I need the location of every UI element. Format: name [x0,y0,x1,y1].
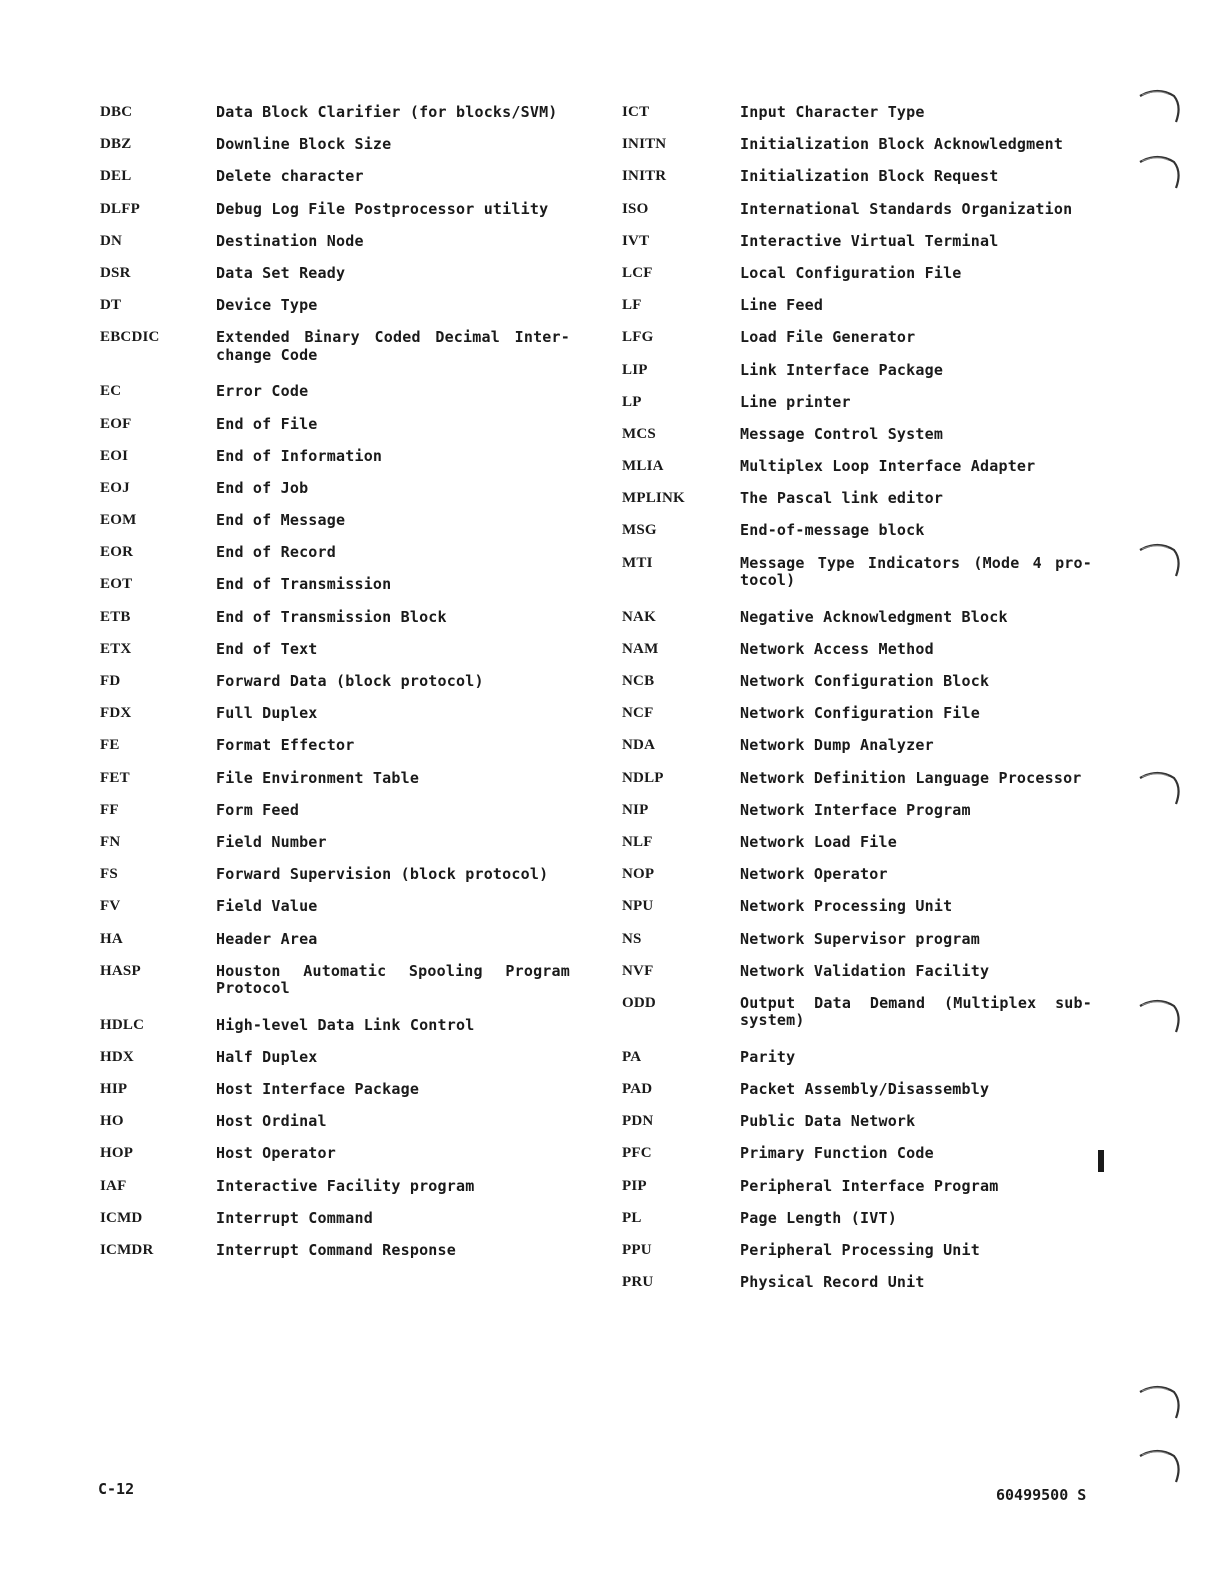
glossary-entry [622,1242,1092,1260]
glossary-abbreviation: MCS [622,425,656,442]
glossary-definition: Output Data Demand (Multiplex sub-system) [740,993,1092,1030]
glossary-definition: Destination Node [216,231,364,250]
glossary-abbreviation: NVF [622,962,654,979]
glossary-definition: Network Dump Analyzer [740,736,934,755]
glossary-entry [622,866,1092,884]
glossary-entry [622,1081,1092,1099]
glossary-entry [622,1145,1092,1163]
glossary-definition: End of File [216,414,318,433]
page-number: C-12 [98,1480,135,1498]
glossary-entry [622,641,1092,659]
glossary-entry [100,448,570,466]
glossary-abbreviation: EOI [100,447,129,464]
glossary-entry [622,1049,1092,1067]
glossary-abbreviation: LP [622,393,642,410]
glossary-entry [622,995,1092,1030]
glossary-entry [100,329,570,364]
glossary-definition: Delete character [216,167,364,186]
glossary-abbreviation: FN [100,833,121,850]
glossary-entry [622,201,1092,219]
glossary-abbreviation: LIP [622,361,648,378]
glossary-definition: Public Data Network [740,1112,916,1131]
glossary-abbreviation: EOR [100,544,134,561]
glossary-definition: High-level Data Link Control [216,1015,475,1034]
glossary-entry [622,898,1092,916]
glossary-entry [622,1178,1092,1196]
glossary-entry [100,641,570,659]
glossary-abbreviation: HOP [100,1145,134,1162]
glossary-definition: Extended Binary Coded Decimal Inter-change Code [216,328,570,364]
glossary-entry [100,136,570,154]
glossary-definition: Message Type Indicators (Mode 4 pro-tocol) [740,553,1092,590]
glossary-definition: Host Operator [216,1144,336,1163]
glossary-definition: End of Record [216,543,336,562]
glossary-entry [100,898,570,916]
glossary-entry [100,802,570,820]
glossary-abbreviation: NAM [622,640,659,657]
glossary-abbreviation: PAD [622,1081,653,1098]
glossary-abbreviation: PL [622,1209,642,1226]
glossary-definition: Load File Generator [740,328,916,347]
glossary-entry [622,329,1092,347]
glossary-entry [622,458,1092,476]
glossary-entry [622,168,1092,186]
glossary-abbreviation: ISO [622,200,649,217]
glossary-definition: Data Block Clarifier (for blocks/SVM) [216,103,558,121]
glossary-definition: Data Set Ready [216,263,346,282]
glossary-entry [100,705,570,723]
glossary-entry [100,834,570,852]
glossary-abbreviation: NS [622,930,642,947]
binder-hole-icon [1136,1380,1186,1424]
glossary-entry [100,297,570,315]
glossary-abbreviation: MPLINK [622,490,685,507]
glossary-definition: Network Access Method [740,639,934,658]
glossary-abbreviation: ETB [100,608,131,625]
glossary-definition: Initialization Block Acknowledgment [740,135,1064,154]
glossary-abbreviation: DEL [100,168,132,185]
glossary-abbreviation: PA [622,1048,642,1065]
glossary-abbreviation: FF [100,801,119,818]
glossary-abbreviation: MLIA [622,458,664,475]
glossary-entry [622,705,1092,723]
glossary-abbreviation: FDX [100,705,132,722]
glossary-abbreviation: NIP [622,801,649,818]
glossary-abbreviation: DSR [100,264,131,281]
glossary-entry [100,544,570,562]
glossary-definition: End of Message [216,511,346,530]
glossary-abbreviation: INITN [622,136,667,153]
binder-hole-icon [1136,994,1186,1038]
glossary-definition: Physical Record Unit [740,1273,925,1292]
glossary-abbreviation: NOP [622,866,655,883]
glossary-abbreviation: NPU [622,898,654,915]
glossary-definition: Network Processing Unit [740,897,953,916]
glossary-abbreviation: HDLC [100,1016,145,1033]
glossary-abbreviation: PFC [622,1145,652,1162]
glossary-abbreviation: FD [100,673,121,689]
glossary-definition: Packet Assembly/Disassembly [740,1080,990,1099]
glossary-definition: Interrupt Command Response [216,1241,456,1259]
binder-hole-icon [1136,538,1186,582]
glossary-abbreviation: FV [100,898,121,915]
glossary-definition: Field Number [216,832,327,851]
glossary-entry [622,555,1092,590]
glossary-abbreviation: FET [100,769,130,786]
glossary-definition: End of Text [216,639,318,658]
glossary-abbreviation: DBC [100,104,133,120]
glossary-definition: Houston Automatic Spooling Program Protocol [216,961,570,998]
glossary-definition: Line printer [740,392,851,411]
glossary-definition: Page Length (IVT) [740,1208,897,1227]
glossary-abbreviation: NCF [622,705,654,722]
glossary-abbreviation: PPU [622,1242,652,1258]
glossary-entry [100,963,570,998]
glossary-definition: Host Interface Package [216,1080,420,1099]
glossary-entry [622,297,1092,315]
glossary-abbreviation: IVT [622,232,650,249]
glossary-entry [622,104,1092,122]
glossary-column-left [100,104,570,1274]
glossary-entry [622,233,1092,251]
glossary-column-right [622,104,1092,1306]
glossary-definition: The Pascal link editor [740,489,944,508]
glossary-abbreviation: HASP [100,962,141,979]
glossary-abbreviation: ICMD [100,1209,143,1226]
glossary-abbreviation: HO [100,1113,124,1130]
glossary-entry [100,416,570,434]
glossary-definition: Interactive Virtual Terminal [740,231,999,250]
glossary-definition: Field Value [216,897,318,916]
glossary-abbreviation: HDX [100,1048,134,1065]
glossary-abbreviation: EOF [100,415,132,432]
glossary-definition: Local Configuration File [740,263,962,282]
glossary-definition: End of Job [216,478,309,497]
glossary-abbreviation: DN [100,232,123,249]
glossary-abbreviation: HIP [100,1081,128,1098]
glossary-definition: Device Type [216,296,318,315]
glossary-entry [100,1017,570,1035]
glossary-entry [100,609,570,627]
glossary-definition: Network Configuration Block [740,672,990,690]
glossary-entry [622,802,1092,820]
glossary-definition: Network Configuration File [740,704,980,723]
glossary-definition: Initialization Block Request [740,167,999,186]
glossary-definition: Error Code [216,382,309,401]
glossary-abbreviation: HA [100,930,123,947]
glossary-definition: Multiplex Loop Interface Adapter [740,457,1036,476]
glossary-abbreviation: NDA [622,737,656,754]
glossary-definition: Format Effector [216,736,355,755]
glossary-entry [622,1113,1092,1131]
glossary-abbreviation: EOM [100,512,137,529]
glossary-abbreviation: DT [100,297,122,314]
glossary-definition: Forward Data (block protocol) [216,672,484,690]
glossary-entry [100,1210,570,1228]
glossary-entry [100,233,570,251]
binder-hole-icon [1136,1444,1186,1488]
glossary-definition: Downline Block Size [216,135,392,154]
glossary-definition: Full Duplex [216,704,318,723]
glossary-entry [100,480,570,498]
glossary-definition: Debug Log File Postprocessor utility [216,199,549,218]
glossary-abbreviation: EOJ [100,479,130,496]
glossary-abbreviation: NDLP [622,769,664,786]
glossary-entry [622,737,1092,755]
glossary-entry [100,512,570,530]
glossary-entry [100,673,570,691]
glossary-entry [622,522,1092,540]
glossary-entry [100,168,570,186]
binder-hole-icon [1136,150,1186,194]
revision-change-bar [1098,1150,1104,1172]
glossary-entry [622,426,1092,444]
glossary-definition: Forward Supervision (block protocol) [216,865,549,884]
glossary-entry [622,1274,1092,1292]
glossary-entry [100,265,570,283]
glossary-abbreviation: ICT [622,104,650,120]
glossary-definition: Primary Function Code [740,1144,934,1163]
glossary-entry [100,1113,570,1131]
glossary-abbreviation: PIP [622,1177,647,1194]
glossary-entry [100,1178,570,1196]
glossary-entry [622,490,1092,508]
glossary-abbreviation: MSG [622,522,657,539]
glossary-entry [100,770,570,788]
glossary-definition: Parity [740,1047,796,1066]
glossary-definition: Network Interface Program [740,800,971,819]
glossary-definition: End of Transmission [216,575,392,594]
glossary-entry [100,201,570,219]
glossary-definition: Peripheral Interface Program [740,1176,999,1195]
glossary-entry [622,265,1092,283]
glossary-entry [622,1210,1092,1228]
binder-hole-icon [1136,766,1186,810]
glossary-abbreviation: NAK [622,608,656,625]
document-number: 60499500 S [996,1486,1087,1504]
glossary-entry [100,866,570,884]
binder-hole-icon [1136,84,1186,128]
glossary-entry [100,1145,570,1163]
glossary-abbreviation: MTI [622,554,653,571]
glossary-definition: Message Control System [740,424,944,443]
glossary-definition: Line Feed [740,296,824,315]
glossary-definition: Network Load File [740,832,897,851]
glossary-definition: Network Supervisor program [740,929,980,948]
glossary-entry [100,737,570,755]
glossary-abbreviation: FE [100,737,120,754]
glossary-abbreviation: EBCDIC [100,329,160,346]
glossary-abbreviation: LCF [622,264,653,281]
glossary-entry [622,136,1092,154]
glossary-definition: Form Feed [216,800,300,819]
glossary-entry [622,609,1092,627]
glossary-definition: Link Interface Package [740,360,944,379]
glossary-abbreviation: EOT [100,576,133,593]
glossary-entry [622,394,1092,412]
glossary-definition: Interactive Facility program [216,1176,475,1195]
glossary-abbreviation: ETX [100,640,132,657]
glossary-entry [622,931,1092,949]
glossary-definition: Interrupt Command [216,1208,373,1227]
glossary-definition: Host Ordinal [216,1112,327,1131]
glossary-entry [100,1242,570,1260]
glossary-abbreviation: ODD [622,994,656,1011]
glossary-abbreviation: DBZ [100,136,132,153]
glossary-abbreviation: LF [622,297,642,314]
glossary-abbreviation: FS [100,866,118,883]
glossary-abbreviation: EC [100,383,122,400]
glossary-abbreviation: PDN [622,1113,654,1130]
glossary-definition: International Standards Organization [740,199,1073,218]
glossary-definition: Half Duplex [216,1047,318,1066]
glossary-definition: Peripheral Processing Unit [740,1241,980,1259]
glossary-abbreviation: NCB [622,673,655,689]
glossary-definition: Header Area [216,929,318,948]
glossary-abbreviation: PRU [622,1274,654,1291]
glossary-definition: Network Validation Facility [740,961,990,980]
glossary-definition: End of Information [216,446,383,465]
glossary-entry [100,104,570,122]
glossary-abbreviation: INITR [622,168,667,185]
glossary-entry [100,383,570,401]
glossary-abbreviation: ICMDR [100,1242,154,1258]
glossary-definition: Negative Acknowledgment Block [740,607,1008,626]
glossary-entry [622,673,1092,691]
glossary-entry [622,963,1092,981]
glossary-definition: Input Character Type [740,103,925,121]
glossary-entry [622,834,1092,852]
glossary-entry [622,362,1092,380]
glossary-abbreviation: NLF [622,833,653,850]
glossary-definition: Network Definition Language Processor [740,768,1082,787]
glossary-abbreviation: DLFP [100,200,140,217]
glossary-entry [100,1049,570,1067]
glossary-entry [622,770,1092,788]
glossary-definition: End-of-message block [740,521,925,540]
glossary-abbreviation: LFG [622,329,654,346]
glossary-entry [100,576,570,594]
glossary-entry [100,1081,570,1099]
glossary-entry [100,931,570,949]
glossary-definition: Network Operator [740,865,888,884]
glossary-definition: File Environment Table [216,768,420,787]
glossary-abbreviation: IAF [100,1177,127,1194]
glossary-definition: End of Transmission Block [216,607,447,626]
